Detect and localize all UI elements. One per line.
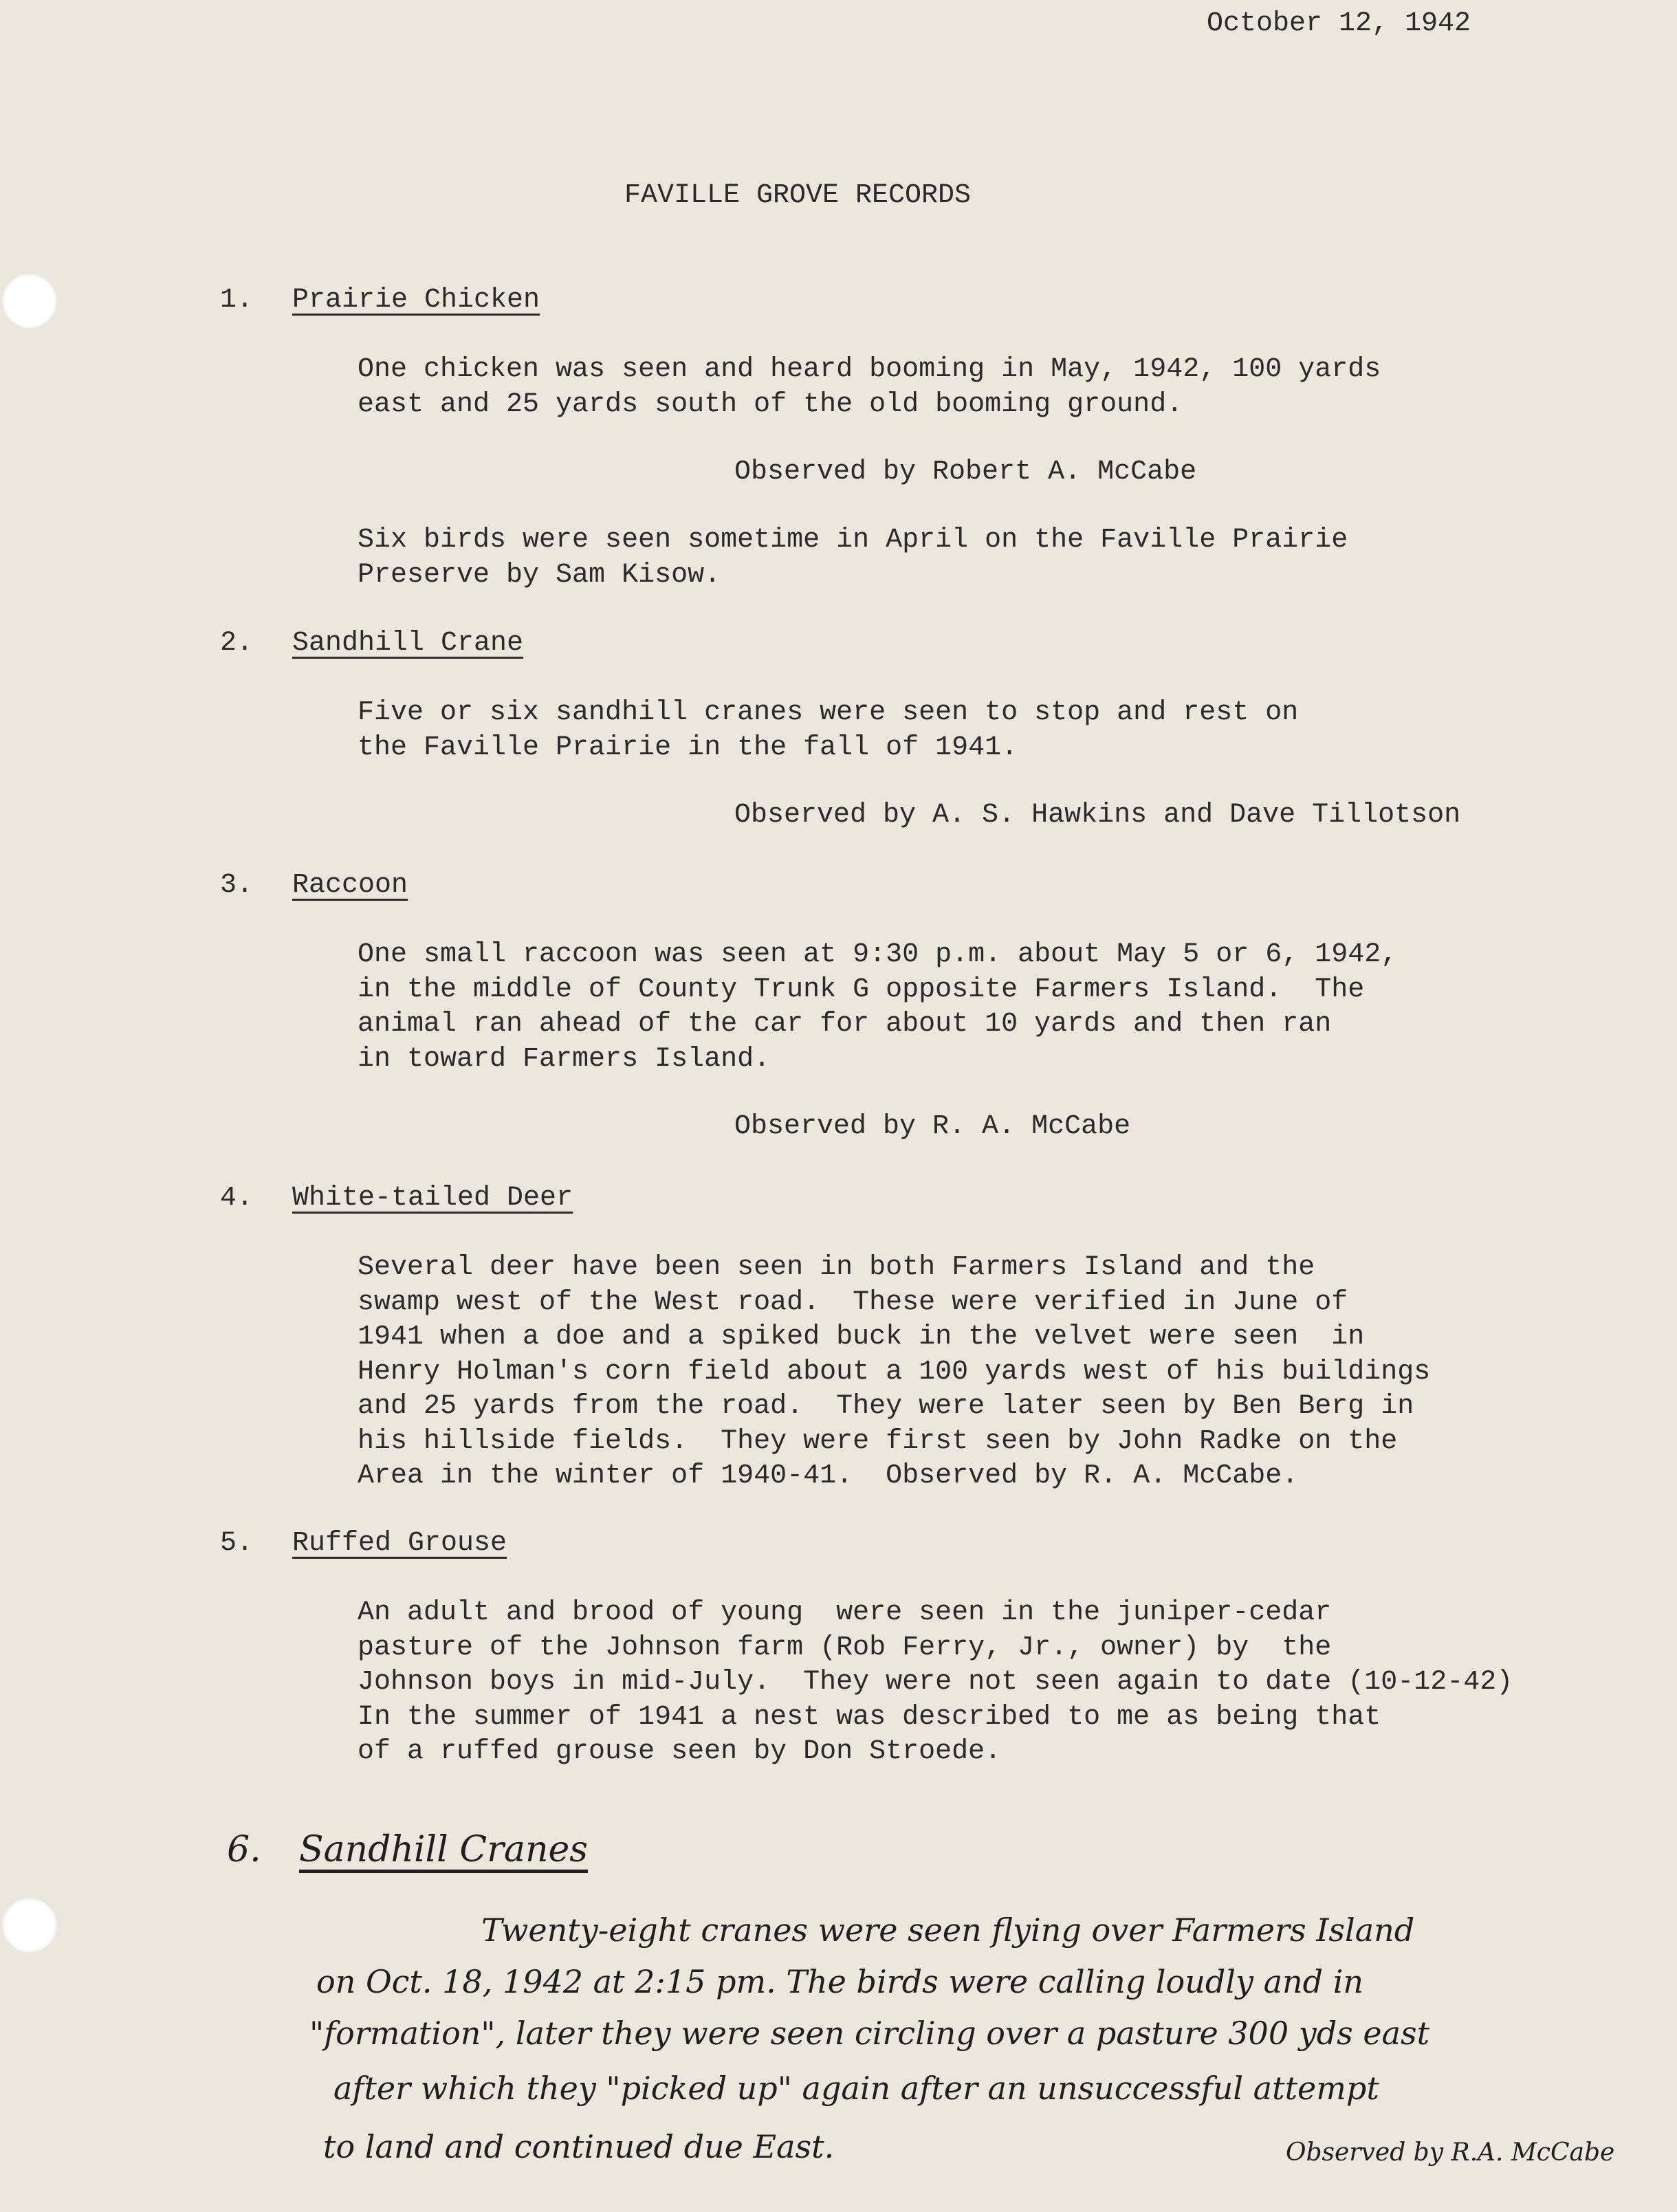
handwritten-line: "formation", later they were seen circling over a pasture 300 yds east <box>309 2015 1430 2052</box>
handwritten-line: on Oct. 18, 1942 at 2:15 pm. The birds were calling loudly and in <box>316 1963 1364 2000</box>
section-number: 5. <box>220 1528 254 1559</box>
document-date: October 12, 1942 <box>1207 8 1471 39</box>
section-heading: Ruffed Grouse <box>292 1528 507 1559</box>
section-paragraph: Six birds were seen sometime in April on the Faville Prairie Preserve by Sam Kisow. <box>358 525 1348 591</box>
handwritten-section-heading: Sandhill Cranes <box>299 1829 588 1870</box>
handwritten-line: Twenty-eight cranes were seen flying over Farmers Island <box>481 1912 1415 1949</box>
section-paragraph: Several deer have been seen in both Farmers Island and the swamp west of the West road. These were verified in June of 1941 when a doe and a spiked buck in the velvet were seen in Henry Holman's corn field about a 100 yards west of his buildings and 25 yards from the road. They were later seen by Ben Berg in his hillside fields. They were first seen by John Radke on the Area in the winter of 1940-41. Observed by R. A. McCabe. <box>358 1252 1431 1491</box>
section-prairie-chicken <box>220 285 1595 593</box>
section-number: 2. <box>220 628 254 659</box>
section-paragraph: Five or six sandhill cranes were seen to stop and rest on the Faville Prairie in the fall of 1941. <box>358 697 1299 763</box>
section-heading: Sandhill Crane <box>292 628 524 659</box>
punch-hole-bottom <box>2 1898 57 1953</box>
section-white-tailed-deer <box>220 1183 1595 1494</box>
observer-line: Observed by Robert A. McCabe <box>734 457 1197 488</box>
section-number: 4. <box>220 1183 254 1214</box>
handwritten-line: after which they "picked up" again after an unsuccessful attempt <box>333 2070 1379 2107</box>
observer-line: Observed by R. A. McCabe <box>734 1111 1131 1142</box>
section-heading: Prairie Chicken <box>292 285 540 316</box>
section-sandhill-crane <box>220 628 1595 833</box>
section-heading: Raccoon <box>292 870 408 901</box>
observer-line: Observed by A. S. Hawkins and Dave Tillotson <box>734 800 1461 831</box>
section-raccoon <box>220 870 1595 1144</box>
section-paragraph: One small raccoon was seen at 9:30 p.m. about May 5 or 6, 1942, in the middle of County Trunk G opposite Farmers Island. The animal ran ahead of the car for about 10 yards and then ran in toward Farmers Island. <box>358 939 1398 1075</box>
punch-hole-top <box>2 274 57 329</box>
section-paragraph: One chicken was seen and heard booming in May, 1942, 100 yards east and 25 yards south of the old booming ground. <box>358 354 1381 420</box>
section-number: 1. <box>220 285 254 316</box>
handwritten-section-number: 6. <box>227 1829 261 1870</box>
section-paragraph: An adult and brood of young were seen in the juniper-cedar pasture of the Johnson farm (Rob Ferry, Jr., owner) by the Johnson boys in mid-July. They were not seen again to date (10-12-42) In the summer of 1941 a nest was described to me as being that of a ruffed grouse seen by Don Stroede. <box>358 1597 1513 1767</box>
section-heading: White-tailed Deer <box>292 1183 573 1214</box>
section-ruffed-grouse <box>220 1528 1595 1770</box>
document-title: FAVILLE GROVE RECORDS <box>624 180 972 211</box>
handwritten-line: to land and continued due East. <box>323 2128 835 2165</box>
section-number: 3. <box>220 870 254 901</box>
handwritten-signature: Observed by R.A. McCabe <box>1286 2138 1615 2167</box>
